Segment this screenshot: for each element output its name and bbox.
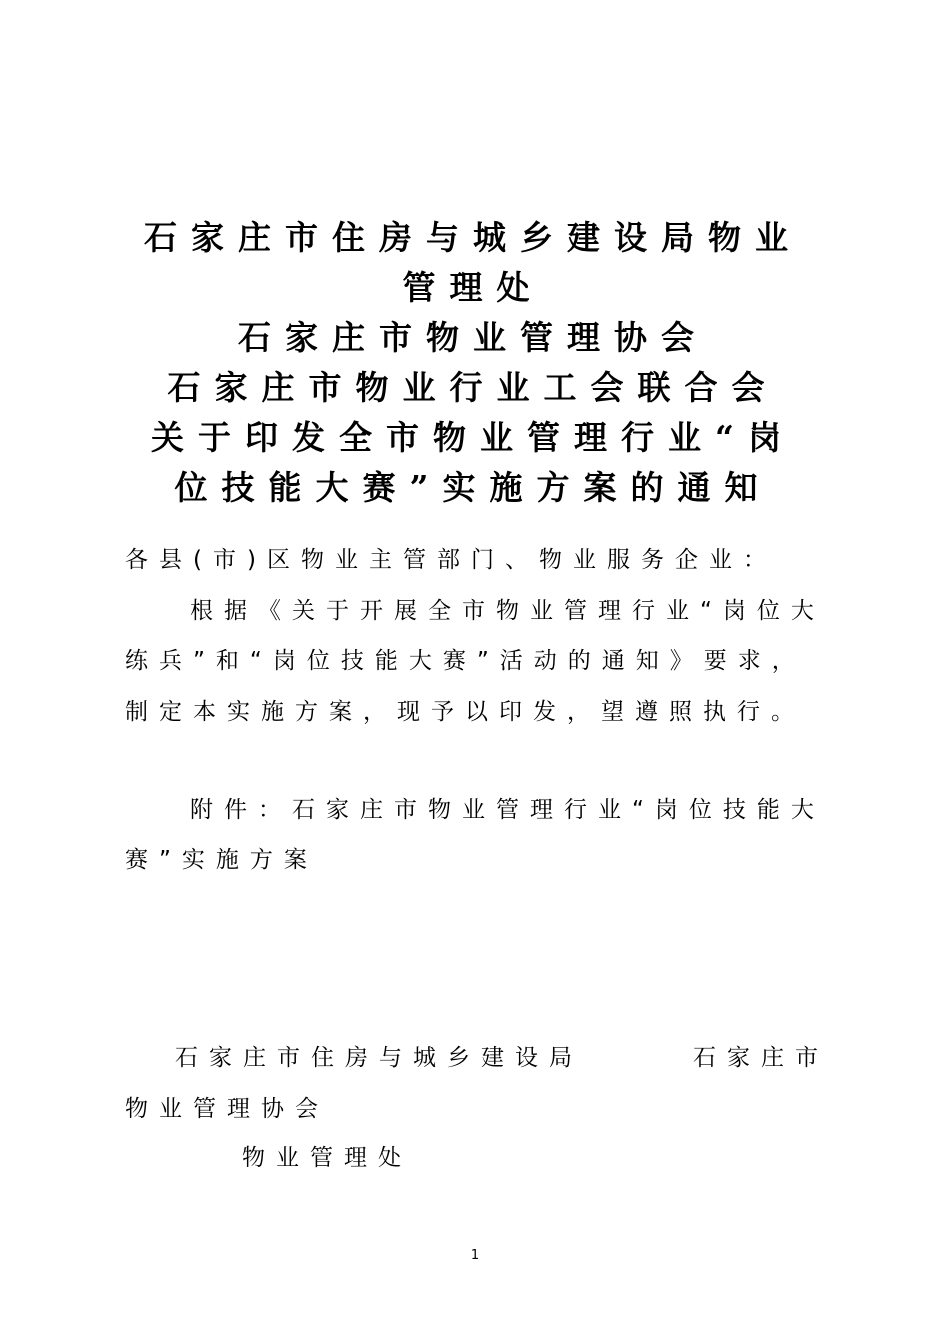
paragraph-line-1: 根据《关于开展全市物业管理行业“岗位大 <box>190 598 825 624</box>
attachment-line-2: 赛”实施方案 <box>125 847 318 873</box>
signature-issuer-2-start: 石家庄市 <box>693 1045 829 1071</box>
signature-issuer-1: 石家庄市住房与城乡建设局 <box>175 1045 583 1071</box>
title-line-1: 石家庄市住房与城乡建设局物业 <box>144 218 802 257</box>
attachment-line-1: 附件：石家庄市物业管理行业“岗位技能大 <box>190 797 825 823</box>
title-line-3: 石家庄市物业管理协会 <box>238 318 708 357</box>
paragraph-line-2: 练兵”和“岗位技能大赛”活动的通知》要求， <box>125 648 806 674</box>
title-line-5: 关于印发全市物业管理行业“岗 <box>151 418 795 457</box>
document-title <box>118 213 828 513</box>
title-line-2: 管理处 <box>402 268 544 307</box>
signature-issuer-2-end: 物业管理协会 <box>125 1096 329 1122</box>
title-line-6: 位技能大赛”实施方案的通知 <box>174 468 772 507</box>
page-number: 1 <box>470 1248 480 1263</box>
title-line-4: 石家庄市物业行业工会联合会 <box>167 368 779 407</box>
paragraph-line-3: 制定本实施方案，现予以印发，望遵照执行。 <box>125 699 805 725</box>
salutation: 各县(市)区物业主管部门、物业服务企业： <box>125 547 777 573</box>
signature-issuer-1-end: 物业管理处 <box>242 1145 412 1171</box>
